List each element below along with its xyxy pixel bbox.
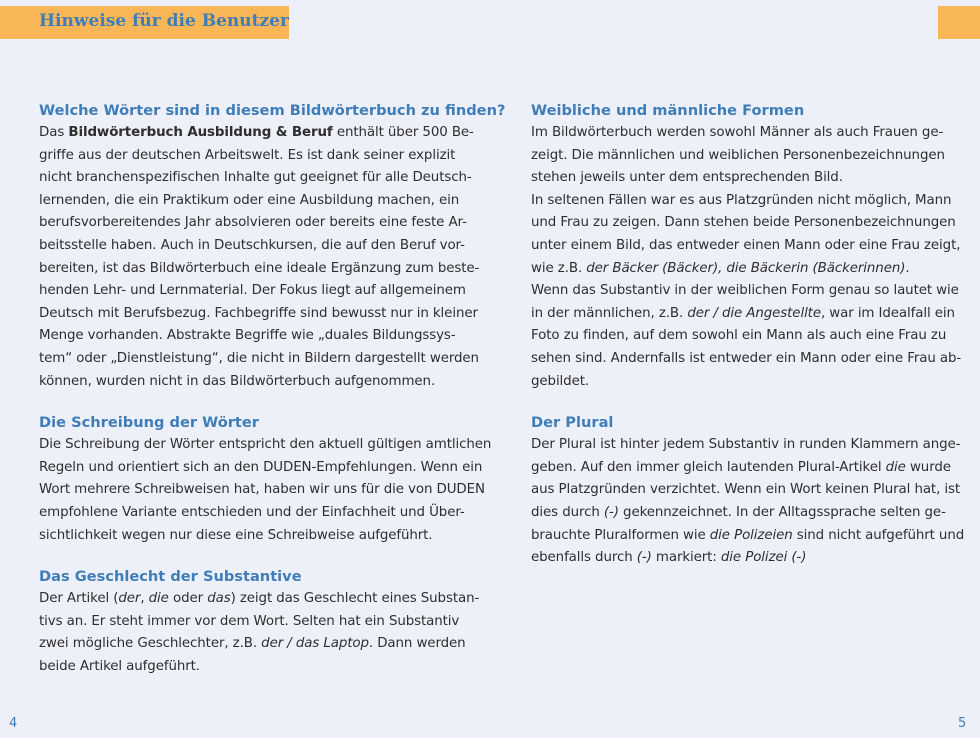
text-segment: wie z.B. bbox=[531, 260, 587, 276]
text-segment: Wort mehrere Schreibweisen hat, haben wir uns für die von DUDEN bbox=[39, 482, 485, 498]
text-segment: Das bbox=[39, 125, 69, 140]
text-segment: In seltenen Fällen war es aus Platzgründen nicht möglich, Mann bbox=[531, 192, 952, 208]
text-segment: sichtlichkeit wegen nur diese eine Schreibweise aufgeführt. bbox=[39, 527, 433, 543]
text-segment: empfohlene Variante entschieden und der Einfachheit und Über- bbox=[39, 504, 465, 520]
text-segment: markiert: bbox=[651, 550, 721, 566]
text-line bbox=[531, 190, 952, 213]
text-line bbox=[531, 502, 946, 525]
text-line bbox=[39, 633, 466, 656]
text-line bbox=[531, 303, 955, 326]
bold-text: Bildwörterbuch Ausbildung & Beruf bbox=[68, 125, 333, 140]
text-line bbox=[39, 525, 448, 548]
text-line bbox=[39, 122, 474, 145]
page-number-right: 5 bbox=[958, 716, 967, 731]
text-line bbox=[531, 434, 961, 457]
text-segment: zeigt. Die männlichen und weiblichen Personenbezeichnungen bbox=[531, 147, 945, 163]
text-segment: enthält über 500 Be- bbox=[332, 125, 474, 140]
text-segment: und Frau zu zeigen. Dann stehen beide Personenbezeichnungen bbox=[531, 215, 956, 231]
italic-text: die bbox=[148, 591, 169, 607]
text-segment: , war im Idealfall ein bbox=[820, 305, 955, 321]
right-column bbox=[531, 99, 965, 588]
text-line bbox=[531, 235, 961, 258]
text-segment: Menge vorhanden. Abstrakte Begriffe wie „duales Bildungssys- bbox=[39, 328, 456, 344]
text-segment: Foto zu finden, auf dem sowohl ein Mann als auch eine Frau zu bbox=[531, 328, 947, 344]
text-line bbox=[39, 258, 480, 281]
text-segment: geben. Auf den immer gleich lautenden Plural-Artikel bbox=[531, 459, 886, 475]
italic-text: der bbox=[118, 591, 141, 607]
text-segment: griffe aus der deutschen Arbeitswelt. Es ist dank seiner explizit bbox=[39, 147, 456, 163]
text-line bbox=[39, 325, 456, 348]
text-line bbox=[531, 122, 944, 145]
section-heading: Der Plural bbox=[531, 414, 614, 432]
text-line bbox=[39, 190, 460, 213]
left-column bbox=[39, 99, 506, 696]
text-line bbox=[39, 611, 460, 634]
section bbox=[531, 99, 962, 393]
header-tab-right bbox=[938, 6, 980, 39]
text-segment: brauchte Pluralformen wie bbox=[531, 527, 710, 543]
text-segment: sehen sind. Andernfalls ist entweder ein Mann oder eine Frau ab- bbox=[531, 350, 962, 366]
text-line bbox=[39, 235, 465, 258]
text-line bbox=[39, 434, 492, 457]
text-line bbox=[531, 212, 956, 235]
text-line bbox=[39, 348, 479, 371]
text-line bbox=[39, 457, 483, 480]
section bbox=[39, 565, 480, 678]
section-heading: Welche Wörter sind in diesem Bildwörterbuch zu finden? bbox=[39, 102, 506, 119]
text-line bbox=[39, 212, 467, 235]
italic-text: die bbox=[885, 459, 906, 475]
text-segment: Der Artikel ( bbox=[39, 591, 119, 607]
italic-text: (-) bbox=[636, 550, 652, 566]
text-segment: Die Schreibung der Wörter entspricht den aktuell gültigen amtlichen bbox=[39, 437, 492, 453]
text-segment: lernenden, die ein Praktikum oder eine Ausbildung machen, ein bbox=[39, 192, 460, 208]
text-segment: zwei mögliche Geschlechter, z.B. bbox=[39, 636, 262, 652]
text-segment: Regeln und orientiert sich an den DUDEN-Empfehlungen. Wenn ein bbox=[39, 459, 483, 475]
text-segment: berufsvorbereitendes Jahr absolvieren oder bereits eine feste Ar- bbox=[39, 215, 467, 231]
section-heading: Weibliche und männliche Formen bbox=[531, 102, 805, 119]
text-line bbox=[39, 280, 466, 303]
text-line bbox=[531, 547, 940, 570]
section-heading: Die Schreibung der Wörter bbox=[39, 414, 259, 432]
section bbox=[39, 99, 506, 393]
text-line bbox=[531, 258, 940, 281]
italic-text: der / das Laptop bbox=[261, 636, 369, 652]
italic-text: der / die Angestellte bbox=[687, 305, 821, 321]
text-line bbox=[531, 145, 945, 168]
text-line bbox=[39, 167, 472, 190]
section bbox=[531, 411, 965, 570]
text-segment: tem“ oder „Dienstleistung“, die nicht in Bildern dargestellt werden bbox=[39, 350, 479, 366]
page-number-left: 4 bbox=[9, 716, 18, 731]
text-segment: oder bbox=[168, 591, 208, 607]
italic-text: (-) bbox=[603, 504, 619, 520]
text-line bbox=[531, 280, 959, 303]
text-segment: gekennzeichnet. In der Alltagssprache selten ge- bbox=[618, 504, 946, 520]
text-line bbox=[531, 525, 965, 548]
text-segment: ) zeigt das Geschlecht eines Substan- bbox=[230, 591, 480, 607]
text-segment: wurde bbox=[905, 459, 951, 475]
text-segment: bereiten, ist das Bildwörterbuch eine ideale Ergänzung zum beste- bbox=[39, 260, 480, 276]
text-line bbox=[531, 167, 940, 190]
text-segment: sind nicht aufgeführt und bbox=[792, 527, 965, 543]
text-line bbox=[39, 303, 478, 326]
text-line bbox=[39, 588, 480, 611]
text-line bbox=[39, 502, 465, 525]
text-segment: , bbox=[140, 591, 149, 607]
text-segment: Deutsch mit Berufsbezug. Fachbegriffe sind bewusst nur in kleiner bbox=[39, 305, 478, 321]
text-segment: gebildet. bbox=[531, 373, 590, 389]
italic-text: der Bäcker (Bäcker), die Bäckerin (Bäckerinnen) bbox=[586, 260, 906, 276]
section-heading: Das Geschlecht der Substantive bbox=[39, 568, 302, 586]
text-segment: Im Bildwörterbuch werden sowohl Männer als auch Frauen ge- bbox=[531, 125, 944, 140]
italic-text: das bbox=[207, 591, 231, 607]
text-segment: . Dann werden bbox=[368, 636, 466, 652]
section bbox=[39, 411, 492, 547]
text-line bbox=[531, 457, 951, 480]
text-segment: nicht branchenspezifischen Inhalte gut geeignet für alle Deutsch- bbox=[39, 170, 472, 186]
italic-text: die Polizei (-) bbox=[720, 550, 807, 566]
italic-text: die Polizeien bbox=[709, 527, 793, 543]
text-segment: ebenfalls durch bbox=[531, 550, 637, 566]
text-segment: unter einem Bild, das entweder einen Mann oder eine Frau zeigt, bbox=[531, 237, 961, 253]
text-segment: stehen jeweils unter dem entsprechenden Bild. bbox=[531, 170, 843, 186]
text-line bbox=[39, 145, 456, 168]
text-segment: . bbox=[905, 260, 910, 276]
text-line bbox=[39, 479, 485, 502]
text-line bbox=[531, 325, 947, 348]
text-segment: Der Plural ist hinter jedem Substantiv in runden Klammern ange- bbox=[531, 437, 961, 453]
text-line bbox=[39, 371, 448, 394]
text-segment: können, wurden nicht in das Bildwörterbuch aufgenommen. bbox=[39, 373, 436, 389]
text-line bbox=[39, 656, 448, 679]
text-segment: henden Lehr- und Lernmaterial. Der Fokus liegt auf allgemeinem bbox=[39, 283, 466, 299]
text-line bbox=[531, 371, 940, 394]
text-segment: in der männlichen, z.B. bbox=[531, 305, 688, 321]
text-segment: dies durch bbox=[531, 504, 604, 520]
text-line bbox=[531, 479, 961, 502]
text-segment: aus Platzgründen verzichtet. Wenn ein Wort keinen Plural hat, ist bbox=[531, 482, 961, 498]
page-title: Hinweise für die Benutzer bbox=[39, 11, 289, 31]
text-segment: Wenn das Substantiv in der weiblichen Form genau so lautet wie bbox=[531, 283, 959, 299]
text-segment: beitsstelle haben. Auch in Deutschkursen, die auf den Beruf vor- bbox=[39, 237, 465, 253]
text-line bbox=[531, 348, 962, 371]
text-segment: beide Artikel aufgeführt. bbox=[39, 658, 200, 674]
text-segment: tivs an. Er steht immer vor dem Wort. Selten hat ein Substantiv bbox=[39, 613, 460, 629]
